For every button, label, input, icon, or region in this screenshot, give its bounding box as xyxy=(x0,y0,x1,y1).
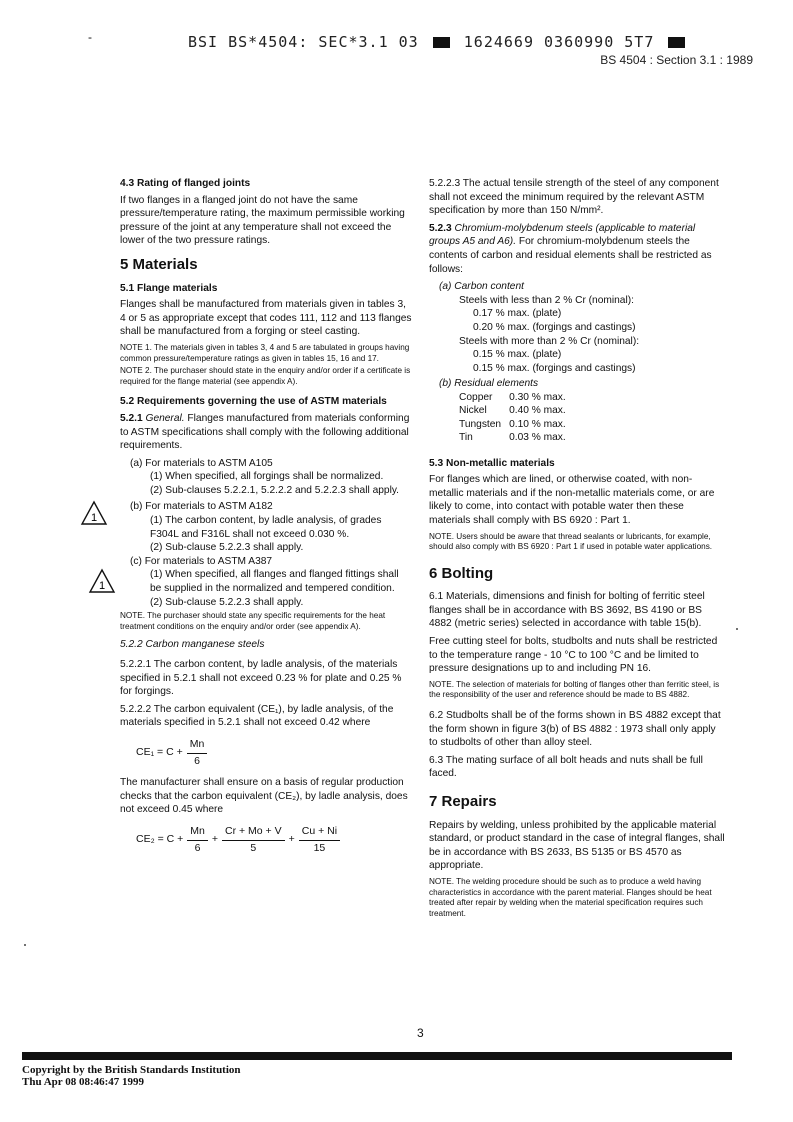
section-5-2-title: 5.2 Requirements governing the use of ASTM materials xyxy=(120,396,387,408)
element-limit: 0.10 % max. xyxy=(509,418,566,430)
item-c-2: (2) Sub-clause 5.2.2.3 shall apply. xyxy=(150,596,304,608)
redaction-block xyxy=(668,37,685,48)
copyright-line-1: Copyright by the British Standards Institution xyxy=(22,1064,241,1076)
footer-rule xyxy=(22,1052,732,1060)
carbon-line: Steels with less than 2 % Cr (nominal): xyxy=(459,294,634,306)
formula-ce2 xyxy=(136,825,412,855)
denominator: 15 xyxy=(313,841,326,854)
numerator: Cr + Mo + V xyxy=(222,825,285,841)
section-6-1-continued: Free cutting steel for bolts, studbolts and nuts shall be restricted to the temperature range - 10 °C to 100 °C and be limited to pressure designations up to and including PN 16. xyxy=(429,636,718,675)
element-name: Nickel xyxy=(459,405,487,417)
section-5-2-2-title: 5.2.2 Carbon manganese steels xyxy=(120,639,265,651)
numerator: Mn xyxy=(187,825,208,841)
carbon-line: 0.15 % max. (plate) xyxy=(473,349,562,361)
page-number: 3 xyxy=(417,1026,424,1040)
copyright-line-2: Thu Apr 08 08:46:47 1999 xyxy=(22,1076,145,1088)
section-5-2-3-number: 5.2.3 xyxy=(429,222,452,234)
document-code-right: 1624669 0360990 5T7 xyxy=(463,33,655,51)
element-name: Copper xyxy=(459,391,493,403)
section-5-3-note: NOTE. Users should be aware that thread sealants or lubricants, for example, should also comply with BS 6920 : Part 1 if used in potable water applications. xyxy=(429,531,713,552)
right-column xyxy=(429,177,725,921)
table-row xyxy=(459,391,574,404)
item-a-heading: (a) For materials to ASTM A105 xyxy=(130,457,273,469)
fraction xyxy=(222,825,285,855)
section-5-1-title: 5.1 Flange materials xyxy=(120,282,218,294)
carbon-line: 0.15 % max. (forgings and castings) xyxy=(473,362,636,374)
amendment-triangle-icon xyxy=(88,568,116,594)
section-7-note: NOTE. The welding procedure should be such as to produce a weld having characteristics in accordance with the parent material. Flanges should be heat treated after repair by welding when the material specification requires such treatment. xyxy=(429,876,712,918)
formula-ce1 xyxy=(136,738,412,768)
amendment-number: 1 xyxy=(90,512,98,524)
standard-reference: BS 4504 : Section 3.1 : 1989 xyxy=(600,53,753,67)
scan-speck xyxy=(736,628,738,630)
section-5-2-1-note: NOTE. The purchaser should state any specific requirements for the heat treatment conditions on the enquiry and/or order (see appendix A). xyxy=(120,611,386,631)
plus-sign: + xyxy=(211,833,218,846)
redaction-block xyxy=(433,37,450,48)
section-5-1-note-1: NOTE 1. The materials given in tables 3, 4 and 5 are tabulated in groups having common pressure/temperature ratings as given in tables 15, 16 and 17. xyxy=(120,342,410,363)
scan-speck xyxy=(24,944,26,946)
section-5-2-2-3: 5.2.2.3 The actual tensile strength of the steel of any component shall not exceed the minimum required by the relevant ASTM specification by more than 150 N/mm². xyxy=(429,178,719,217)
item-b-2: (2) Sub-clause 5.2.2.3 shall apply. xyxy=(150,542,304,554)
element-name: Tin xyxy=(459,432,473,444)
fraction xyxy=(187,825,208,855)
section-6-3: 6.3 The mating surface of all bolt heads and nuts shall be full faced. xyxy=(429,754,703,780)
item-a-2: (2) Sub-clauses 5.2.2.1, 5.2.2.2 and 5.2.2.3 shall apply. xyxy=(150,484,399,496)
margin-dash: - xyxy=(88,30,92,44)
section-5-3-title: 5.3 Non-metallic materials xyxy=(429,457,555,469)
formula-ce2-lhs: CE₂ = C + xyxy=(136,833,184,846)
section-5-2-1-number: 5.2.1 xyxy=(120,412,143,424)
section-7-title: 7 Repairs xyxy=(429,793,497,810)
formula-ce1-lhs: CE₁ = C + xyxy=(136,746,183,759)
section-5-2-3 xyxy=(429,222,725,276)
residual-elements-table xyxy=(459,391,574,445)
left-column xyxy=(120,177,412,863)
denominator: 5 xyxy=(250,841,257,854)
item-b-heading: (b) For materials to ASTM A182 xyxy=(130,501,273,513)
table-row xyxy=(459,431,574,444)
section-5-2-2-2-continued: The manufacturer shall ensure on a basis of regular production checks that the carbon equivalent (CE₂), by ladle analysis, does not exceed 0.45 where xyxy=(120,777,408,816)
carbon-line: 0.17 % max. (plate) xyxy=(473,308,562,320)
element-limit: 0.30 % max. xyxy=(509,391,566,403)
numerator: Mn xyxy=(187,738,208,754)
section-5-3-text: For flanges which are lined, or otherwise coated, with non-metallic materials and if the non-metallic materials come, or are likely to come, into contact with potable water then these materials shall comply with BS 6920 : Part 1. xyxy=(429,474,715,526)
item-c-heading: (c) For materials to ASTM A387 xyxy=(130,555,273,567)
element-limit: 0.03 % max. xyxy=(509,432,566,444)
item-a-1: (1) When specified, all forgings shall be normalized. xyxy=(150,471,384,483)
section-5-1-note-2: NOTE 2. The purchaser should state in the enquiry and/or order if a certificate is required for the flange material (see appendix A). xyxy=(120,366,411,386)
carbon-line: 0.20 % max. (forgings and castings) xyxy=(473,321,636,333)
amendment-number: 1 xyxy=(98,580,106,592)
residual-elements-heading: (b) Residual elements xyxy=(439,378,539,390)
element-name: Tungsten xyxy=(459,418,502,430)
table-row xyxy=(459,404,574,417)
section-5-1-text: Flanges shall be manufactured from materials given in tables 3, 4 or 5 as appropriate except that codes 111, 112 and 113 flanges shall be manufactured from a forging or steel casting. xyxy=(120,299,412,338)
table-row xyxy=(459,418,574,431)
section-6-1-note: NOTE. The selection of materials for bolting of flanges other than ferritic steel, is the responsibility of the user and reference should be made to BS 4882. xyxy=(429,679,720,700)
section-6-2: 6.2 Studbolts shall be of the forms shown in BS 4882 except that the form shown in figure 3(b) of BS 4882 : 1973 shall only apply to studbolts of other than alloy steel. xyxy=(429,710,721,749)
section-7-text: Repairs by welding, unless prohibited by the applicable material standard, or product standard in the case of integral flanges, shall be in accordance with BS 2633, BS 5135 or BS 4570 as appropriate. xyxy=(429,819,725,872)
section-5-2-1 xyxy=(120,412,412,453)
fraction xyxy=(299,825,340,855)
section-5-2-3-text: For chromium-molybdenum steels the contents of carbon and residual elements shall be restricted as follows: xyxy=(429,236,712,275)
section-6-1: 6.1 Materials, dimensions and finish for bolting of ferritic steel flanges shall be in accordance with BS 3692, BS 4190 or BS 4882 (metric series) selected in accordance with table 15(b). xyxy=(429,591,705,630)
element-limit: 0.40 % max. xyxy=(509,405,566,417)
item-b-1: (1) The carbon content, by ladle analysis, of grades F304L and F316L shall not exceed 0.030 %. xyxy=(150,515,382,540)
section-4-3-title: 4.3 Rating of flanged joints xyxy=(120,178,251,189)
section-5-2-3-label: Chromium-molybdenum steels (applicable to material groups A5 and A6). xyxy=(429,222,696,248)
carbon-content-heading: (a) Carbon content xyxy=(439,281,524,293)
denominator: 6 xyxy=(194,841,201,854)
document-code-left: BSI BS*4504: SEC*3.1 03 xyxy=(188,33,419,51)
section-6-title: 6 Bolting xyxy=(429,564,494,582)
plus-sign: + xyxy=(288,833,295,846)
section-4-3-text: If two flanges in a flanged joint do not have the same pressure/temperature rating, the maximum permissible working pressure of the joint at any temperature shall not exceed the lower of the two pressure ratings. xyxy=(120,194,405,247)
section-5-2-1-text: Flanges manufactured from materials conforming to ASTM specifications shall comply with the following additional requirements. xyxy=(120,412,410,452)
numerator: Cu + Ni xyxy=(299,825,340,841)
amendment-triangle-icon xyxy=(80,500,108,526)
carbon-line: Steels with more than 2 % Cr (nominal): xyxy=(459,335,640,347)
denominator: 6 xyxy=(194,754,200,767)
document-code-line xyxy=(188,33,689,51)
section-5-2-2-1: 5.2.2.1 The carbon content, by ladle analysis, of the materials specified in 5.2.1 shall not exceed 0.23 % for plate and 0.25 % for forgings. xyxy=(120,659,402,698)
item-c-1: (1) When specified, all flanges and flanged fittings shall be supplied in the normalized and tempered condition. xyxy=(150,569,399,595)
section-5-2-2-2: 5.2.2.2 The carbon equivalent (CE₁), by ladle analysis, of the materials specified in 5.2.1 shall not exceed 0.42 where xyxy=(120,703,394,729)
section-5-2-1-label: General. xyxy=(145,412,185,424)
section-5-title: 5 Materials xyxy=(120,255,198,273)
fraction xyxy=(187,738,208,768)
copyright-notice xyxy=(22,1064,241,1088)
